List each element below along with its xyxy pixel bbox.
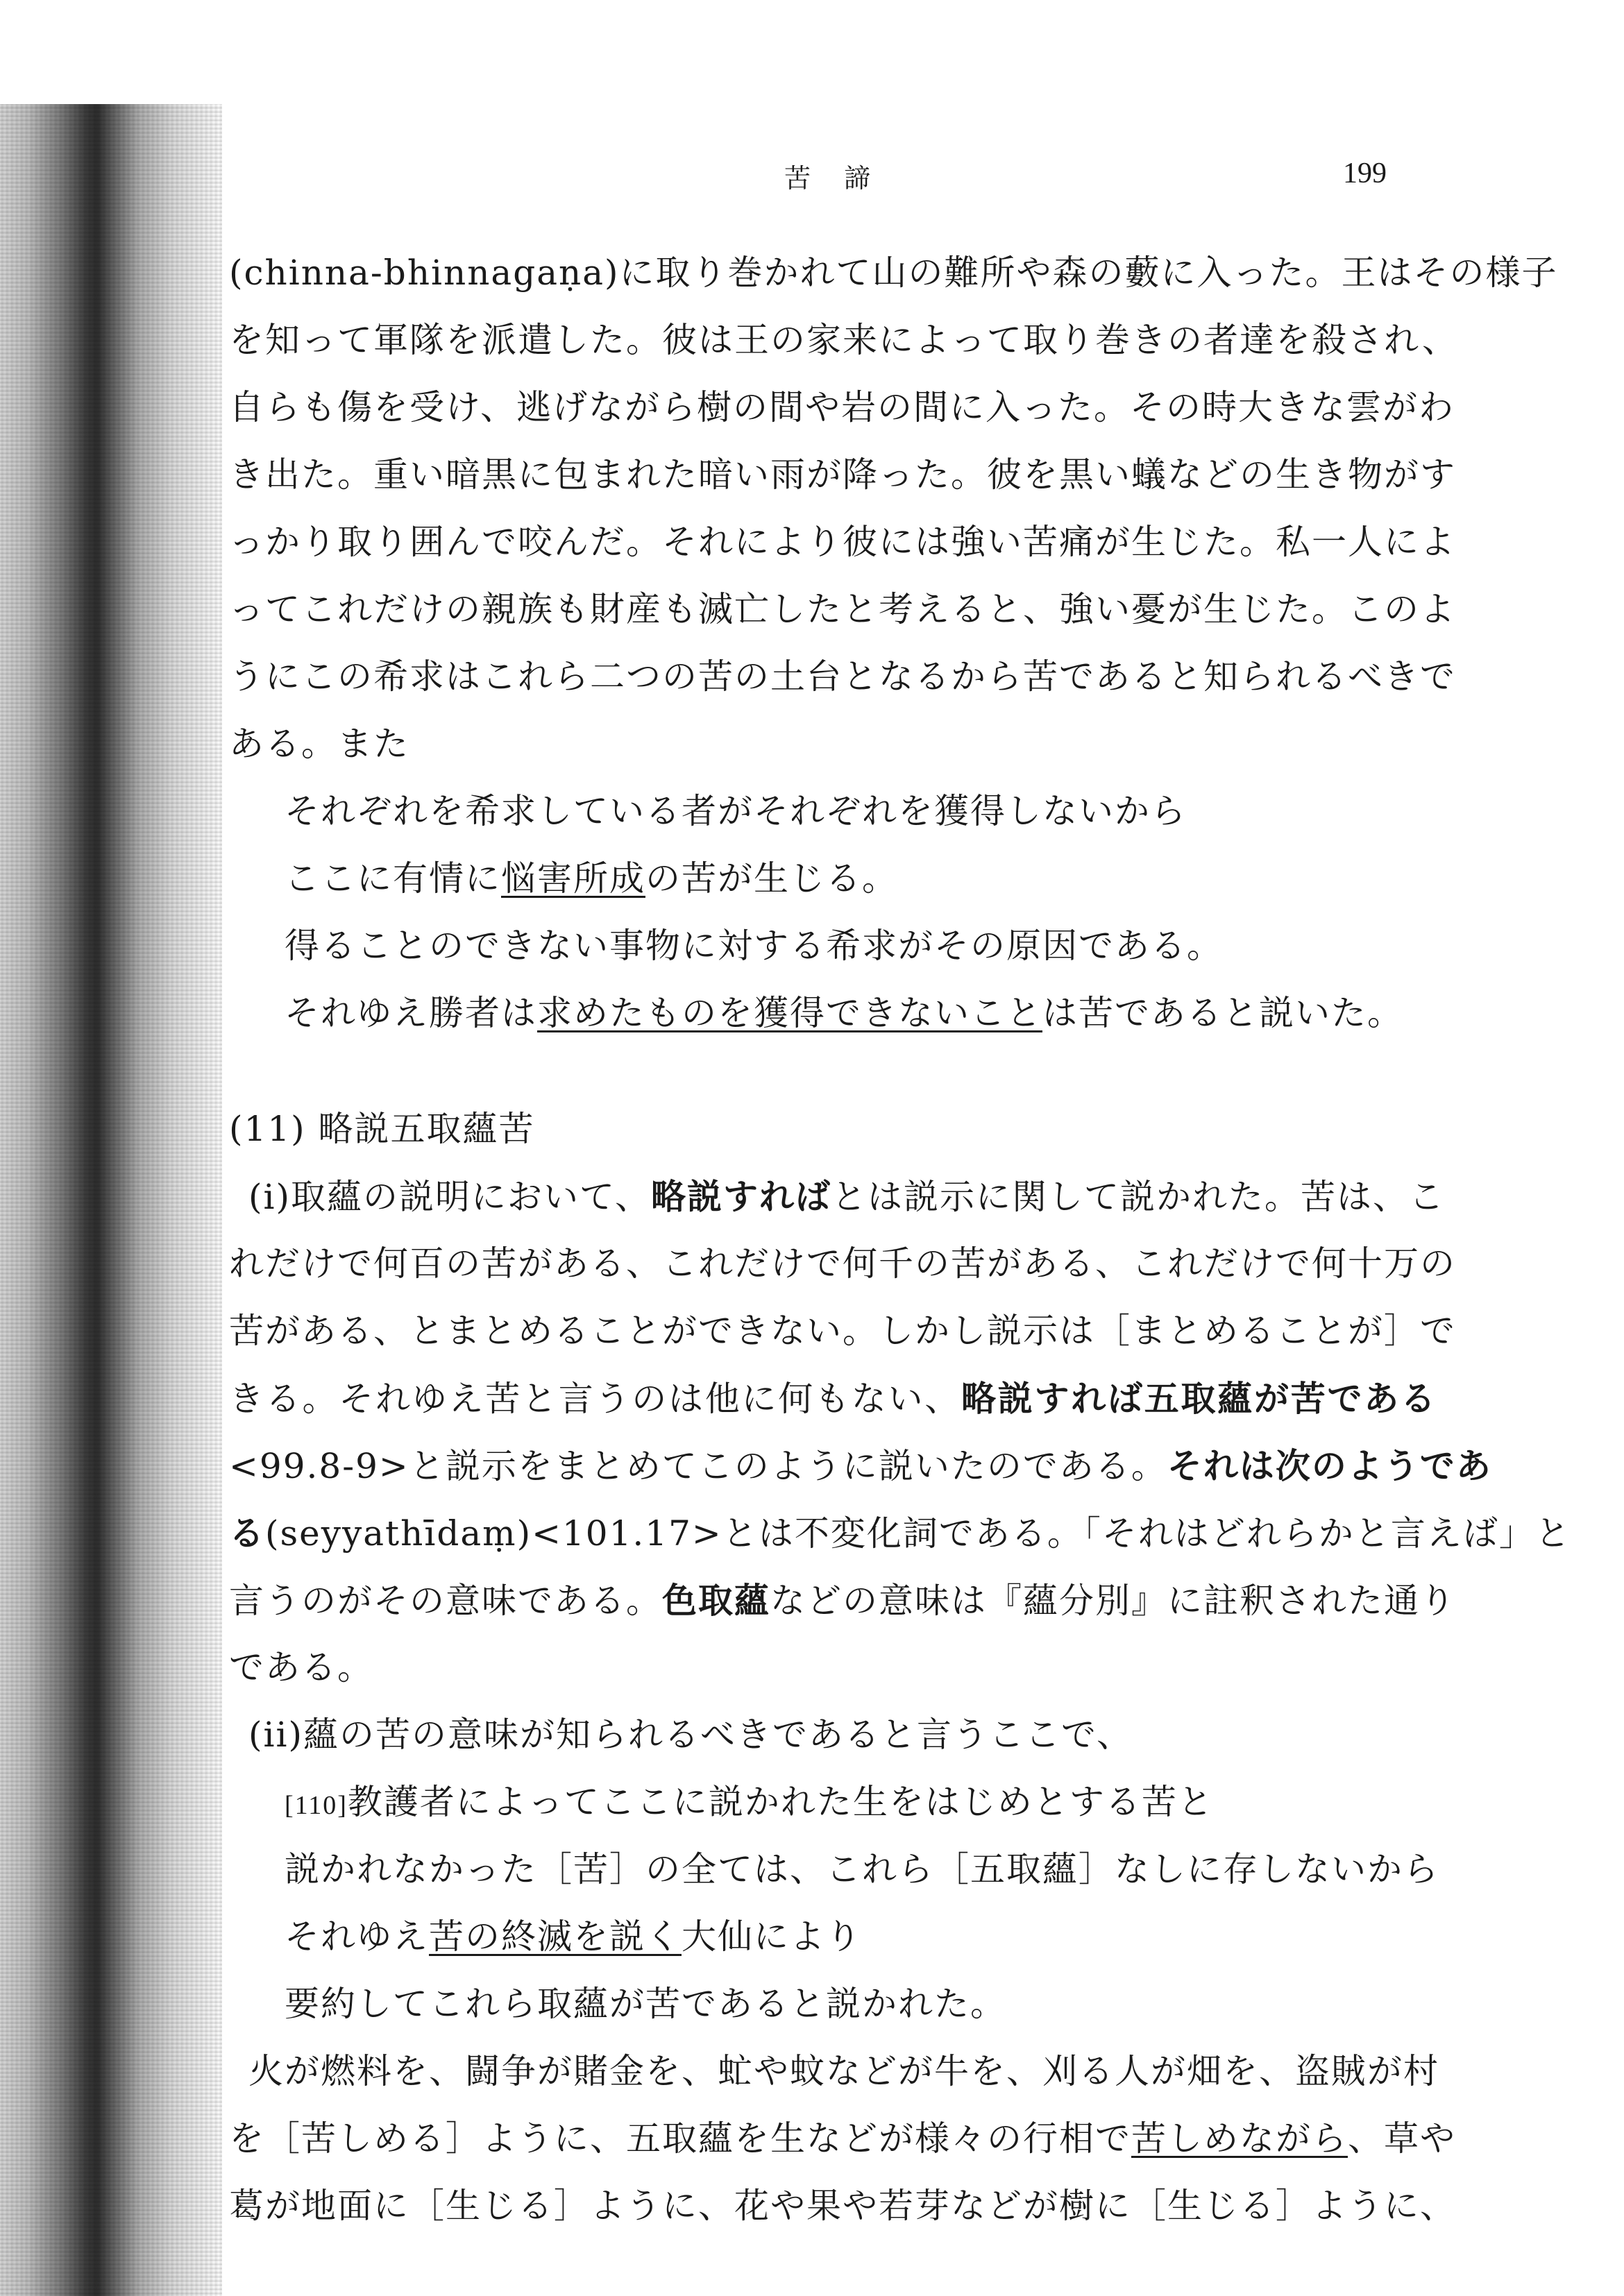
bold-term: る	[229, 1513, 265, 1554]
page-number: 199	[1343, 158, 1387, 189]
verse-text: の苦が生じる。	[645, 858, 898, 899]
bold-term: 色取蘊	[662, 1580, 770, 1621]
paragraph-2	[229, 1163, 1571, 1701]
text-line: (chinna-bhinnagaṇa)に取り巻かれて山の難所や森の藪に入った。王はその様子	[229, 253, 1558, 293]
verse-text: 教護者によってここに説かれた生をはじめとする苦と	[347, 1782, 1214, 1822]
text-line: れだけで何百の苦がある、これだけで何千の苦がある、これだけで何十万の	[229, 1243, 1456, 1284]
text-run: <99.8-9>と説示をまとめてこのように説いたのである。	[229, 1446, 1167, 1486]
verse-text: それゆえ	[285, 1916, 429, 1957]
underlined-term: 苦の終滅を説く	[429, 1916, 682, 1957]
underlined-term: 求めたものを獲得できないこと	[537, 993, 1042, 1033]
paragraph-1	[229, 239, 1558, 778]
text-run: を［苦しめる］ように、五取蘊を生などが様々の行相で	[229, 2118, 1131, 2159]
text-line: 葛が地面に［生じる］ように、花や果や若芽などが樹に［生じる］ように、	[229, 2186, 1456, 2226]
text-line	[229, 1432, 1492, 1499]
underlined-term: 苦しめながら	[1131, 2118, 1348, 2159]
paragraph-4	[229, 2038, 1456, 2240]
text-line: 自らも傷を受け、逃げながら樹の間や岩の間に入った。その時大きな雲がわ	[229, 387, 1455, 427]
text-line: である。	[229, 1647, 373, 1687]
verse-line: それぞれを希求している者がそれぞれを獲得しないから	[285, 791, 1187, 831]
verse-line: 説かれなかった［苦］の全ては、これら［五取蘊］なしに存しないから	[285, 1849, 1439, 1889]
text-run: (i)取蘊の説明において、	[248, 1177, 652, 1217]
text-run: 言うのがその意味である。	[229, 1581, 662, 1621]
text-line: を知って軍隊を派遣した。彼は王の家来によって取り巻きの者達を殺され、	[229, 320, 1458, 360]
verse-line	[229, 1769, 1437, 1836]
bold-term: 略説すれば五取蘊が苦である	[961, 1378, 1437, 1419]
text-line	[229, 1163, 1446, 1230]
text-line	[229, 1365, 1437, 1432]
text-line: (ii)蘊の苦の意味が知られるべきであると言うここで、	[248, 1715, 1133, 1755]
text-line	[229, 1499, 1571, 1567]
text-run: とは説示に関して説かれた。苦は、こ	[831, 1177, 1446, 1217]
running-title: 苦 諦	[784, 163, 883, 194]
text-run: 、草や	[1348, 2118, 1456, 2159]
text-line	[229, 1567, 1456, 1634]
text-line: ってこれだけの親族も財産も滅亡したと考えると、強い憂が生じた。このよ	[229, 589, 1456, 629]
underlined-term: 悩害所成	[501, 858, 645, 899]
page-reference: [110]	[285, 1791, 348, 1820]
verse-line	[229, 980, 1437, 1047]
text-line: っかり取り囲んで咬んだ。それにより彼には強い苦痛が生じた。私一人によ	[229, 522, 1456, 562]
scan-binding-texture	[0, 104, 222, 2296]
verse-line	[229, 845, 1437, 912]
text-line: き出た。重い暗黒に包まれた暗い雨が降った。彼を黒い蟻などの生き物がす	[229, 454, 1456, 495]
section-heading: (11) 略説五取蘊苦	[229, 1109, 535, 1149]
page-body	[229, 239, 1571, 2240]
verse-text: ここに有情に	[285, 858, 501, 899]
verse-1	[229, 778, 1437, 1047]
page-header	[0, 157, 1624, 198]
text-run: (seyyathīdaṃ)<101.17>とは不変化詞である。「それはどれらかと言えば」と	[265, 1513, 1571, 1554]
text-line: 火が燃料を、闘争が賭金を、虻や蚊などが牛を、刈る人が畑を、盗賊が村	[248, 2051, 1439, 2091]
text-run: などの意味は『蘊分別』に註釈された通り	[770, 1581, 1456, 1621]
bold-term: それは次のようであ	[1167, 1445, 1492, 1486]
text-line: うにこの希求はこれら二つの苦の土台となるから苦であると知られるべきで	[229, 656, 1456, 697]
verse-text: は苦であると説いた。	[1042, 993, 1403, 1033]
bold-term: 略説すれば	[651, 1176, 832, 1217]
text-line	[229, 2105, 1456, 2172]
text-run: きる。それゆえ苦と言うのは他に何もない、	[229, 1379, 961, 1419]
text-line: ある。また	[229, 724, 409, 764]
text-line: 苦がある、とまとめることができない。しかし説示は［まとめることが］で	[229, 1311, 1456, 1351]
verse-line	[229, 1903, 1437, 1971]
verse-line: 得ることのできない事物に対する希求がその原因である。	[285, 926, 1223, 966]
verse-text: 大仙により	[682, 1916, 862, 1957]
verse-text: それゆえ勝者は	[285, 993, 537, 1033]
verse-2	[229, 1769, 1437, 2038]
verse-line: 要約してこれら取蘊が苦であると説かれた。	[285, 1984, 1006, 2024]
